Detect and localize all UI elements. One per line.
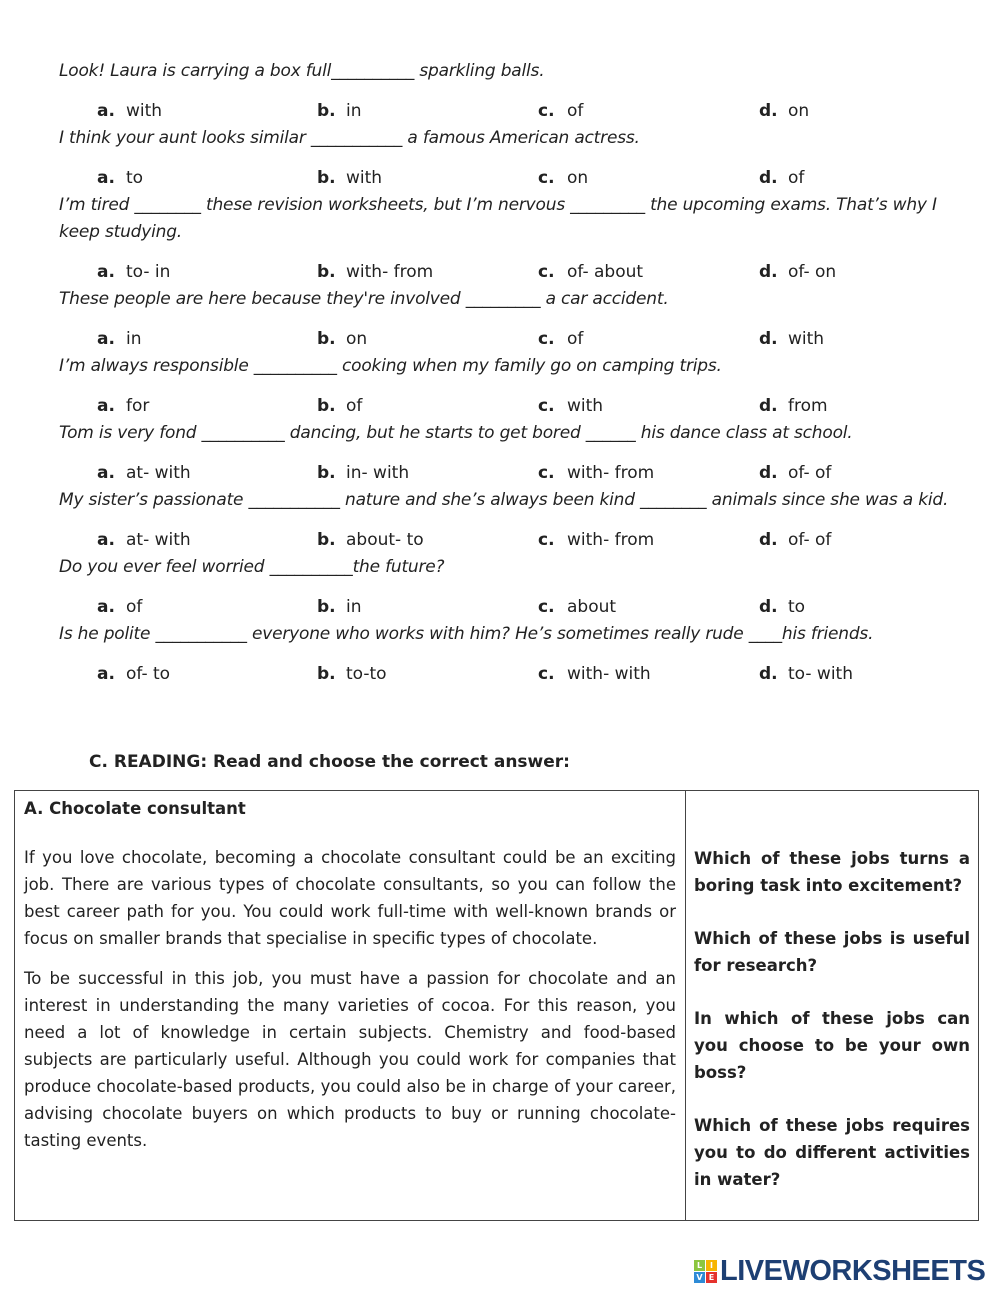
answer-option[interactable] [538,165,588,192]
answer-option[interactable] [97,98,162,125]
answer-option[interactable] [538,527,654,554]
answer-option[interactable] [317,98,362,125]
option-letter: d. [759,262,778,282]
option-letter: d. [759,329,778,349]
option-letter: a. [97,597,115,617]
option-text: of- of [788,463,832,483]
answer-option[interactable] [759,527,831,554]
answer-option[interactable] [97,527,191,554]
answer-option[interactable] [97,661,170,688]
answer-option[interactable] [759,460,831,487]
answer-option[interactable] [317,661,387,688]
answer-option[interactable] [317,460,409,487]
option-letter: b. [317,262,336,282]
answer-options [59,460,949,487]
answer-option[interactable] [317,165,382,192]
option-text: to [126,168,144,188]
option-letter: a. [97,463,115,483]
reading-passage [15,791,686,1220]
answer-options [59,326,949,353]
option-text: about- to [346,530,424,550]
option-letter: d. [759,664,778,684]
answer-option[interactable] [317,326,367,353]
option-text: with [567,396,604,416]
option-letter: c. [538,262,555,282]
option-text: of [788,168,805,188]
question-text: I’m always responsible __________ cooking when my family go on camping trips. [59,356,722,376]
question-text: Tom is very fond __________ dancing, but he starts to get bored ______ his dance class at school. [59,423,853,443]
option-letter: c. [538,101,555,121]
logo-letter-tile: L [694,1260,705,1271]
option-text: in- with [346,463,410,483]
option-letter: a. [97,262,115,282]
multiple-choice-questions [59,58,949,688]
option-text: for [126,396,150,416]
answer-option[interactable] [538,259,643,286]
reading-table [14,790,979,1221]
question-text: Look! Laura is carrying a box full__________ sparkling balls. [59,61,545,81]
answer-option[interactable] [317,393,362,420]
answer-option[interactable] [538,393,603,420]
answer-option[interactable] [317,259,433,286]
option-text: in [346,597,362,617]
answer-option[interactable] [538,98,583,125]
option-text: of [567,101,584,121]
answer-options [59,527,949,554]
answer-option[interactable] [759,393,828,420]
question-text: I’m tired ________ these revision worksheets, but I’m nervous _________ the upcoming exams. That’s why I keep studying. [59,195,937,242]
option-text: of- to [126,664,171,684]
question-text: These people are here because they're involved _________ a car accident. [59,289,669,309]
option-letter: c. [538,530,555,550]
answer-options [59,98,949,125]
liveworksheets-logo [694,1255,985,1288]
option-text: to [788,597,806,617]
option-letter: c. [538,168,555,188]
option-text: of- about [567,262,644,282]
logo-letter-tile: E [706,1272,717,1283]
option-text: to- in [126,262,171,282]
answer-option[interactable] [538,594,616,621]
option-letter: b. [317,463,336,483]
option-letter: a. [97,101,115,121]
option-text: of- on [788,262,837,282]
logo-text: LIVEWORKSHEETS [720,1255,986,1287]
answer-options [59,259,949,286]
option-text: in [346,101,362,121]
option-text: with [346,168,383,188]
answer-options [59,661,949,688]
option-letter: c. [538,329,555,349]
answer-options [59,594,949,621]
option-letter: a. [97,329,115,349]
option-text: in [126,329,142,349]
option-letter: d. [759,168,778,188]
answer-option[interactable] [759,326,824,353]
option-text: from [788,396,828,416]
option-text: with- with [567,664,651,684]
answer-option[interactable] [317,594,362,621]
logo-letter-tile: V [694,1272,705,1283]
option-text: to-to [346,664,387,684]
option-text: with- from [567,530,655,550]
section-heading: C. READING: Read and choose the correct answer: [89,752,570,772]
option-letter: b. [317,597,336,617]
answer-option[interactable] [97,393,149,420]
answer-option[interactable] [538,460,654,487]
reading-questions [686,791,978,1220]
option-text: on [346,329,368,349]
option-text: of [567,329,584,349]
option-text: of [126,597,143,617]
option-letter: b. [317,168,336,188]
option-letter: a. [97,530,115,550]
option-text: of [346,396,363,416]
question-text: I think your aunt looks similar ___________ a famous American actress. [59,128,640,148]
live-logo-icon [694,1260,717,1283]
logo-letter-tile: I [706,1260,717,1271]
passage-title: A. Chocolate consultant [24,799,246,818]
reading-question: In which of these jobs can you choose to be your own boss? [694,1009,970,1082]
option-text: on [567,168,589,188]
answer-option[interactable] [97,460,191,487]
answer-option[interactable] [97,594,142,621]
option-text: with- from [346,262,434,282]
answer-option[interactable] [317,527,424,554]
option-letter: a. [97,168,115,188]
option-letter: b. [317,396,336,416]
option-letter: b. [317,329,336,349]
option-text: with [126,101,163,121]
answer-option[interactable] [759,165,804,192]
option-letter: c. [538,597,555,617]
option-text: on [788,101,810,121]
answer-options [59,165,949,192]
option-letter: d. [759,396,778,416]
option-letter: b. [317,101,336,121]
option-letter: a. [97,396,115,416]
option-text: about [567,597,617,617]
option-letter: b. [317,530,336,550]
option-text: of- of [788,530,832,550]
option-letter: a. [97,664,115,684]
option-text: with- from [567,463,655,483]
option-letter: d. [759,597,778,617]
option-text: to- with [788,664,853,684]
option-letter: c. [538,463,555,483]
answer-options [59,393,949,420]
option-text: at- with [126,463,191,483]
passage-paragraph: To be successful in this job, you must have a passion for chocolate and an interest in understanding the many varieties of cocoa. For this reason, you need a lot of knowledge in certain subjects. Chemistry and food-based subjects are particularly useful. Although you could work for companies that produce chocolate-based products, you could also be in charge of your career, advising chocolate buyers on which products to buy or running chocolate-tasting events. [24,969,676,1150]
option-letter: c. [538,664,555,684]
answer-option[interactable] [97,259,170,286]
answer-option[interactable] [759,661,853,688]
passage-paragraph: If you love chocolate, becoming a chocolate consultant could be an exciting job. There are various types of chocolate consultants, so you can follow the best career path for you. You could work full-time with well-known brands or focus on smaller brands that specialise in specific types of chocolate. [24,848,676,948]
option-letter: c. [538,396,555,416]
option-letter: d. [759,530,778,550]
answer-option[interactable] [97,165,143,192]
reading-question: Which of these jobs is useful for research? [694,929,970,975]
answer-option[interactable] [97,326,142,353]
question-text: Is he polite ___________ everyone who works with him? He’s sometimes really rude ____his friends. [59,624,874,644]
option-text: at- with [126,530,191,550]
option-letter: d. [759,463,778,483]
answer-option[interactable] [759,594,805,621]
answer-option[interactable] [759,259,836,286]
option-letter: d. [759,101,778,121]
answer-option[interactable] [759,98,809,125]
answer-option[interactable] [538,661,651,688]
question-text: My sister’s passionate ___________ nature and she’s always been kind ________ animals since she was a kid. [59,490,949,510]
reading-question: Which of these jobs requires you to do different activities in water? [694,1116,970,1189]
question-text: Do you ever feel worried __________the future? [59,557,445,577]
option-text: with [788,329,825,349]
option-letter: b. [317,664,336,684]
reading-question: Which of these jobs turns a boring task into excitement? [694,849,970,895]
answer-option[interactable] [538,326,583,353]
